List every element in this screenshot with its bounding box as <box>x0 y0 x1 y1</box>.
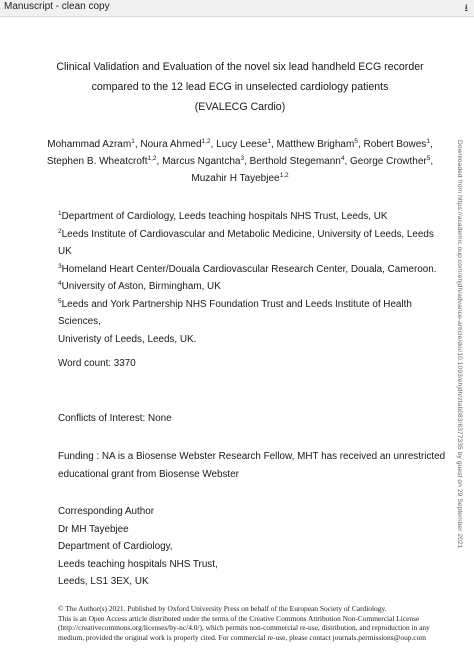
download-icon[interactable]: ⭳ <box>464 3 468 14</box>
author-name: Muzahir H Tayebjee <box>191 173 280 184</box>
author-line: Mohammad Azram$^1$, Noura Ahmed$^{1,2}$, Lucy Leese$^1$, Matthew Brigham$^5$, Robert Bowes$^1$, <box>47 138 433 150</box>
manuscript-label: Manuscript - clean copy <box>4 1 110 12</box>
affiliation-text: Univeristy of Leeds, Leeds, UK. <box>58 333 197 345</box>
word-count <box>58 355 136 373</box>
author-list <box>40 136 440 187</box>
affiliation-item <box>58 278 438 296</box>
affiliation-number: 3 <box>58 262 62 270</box>
footer-line: This is an Open Access article distributed under the terms of the Creative Commons Attribution Non-Commercial License <box>58 613 420 623</box>
affiliation-text: Department of Cardiology, Leeds teaching hospitals NHS Trust, Leeds, UK <box>61 211 388 222</box>
author-affiliation: 3 <box>240 155 245 162</box>
title-line: (EVALECG Cardio) <box>194 101 286 113</box>
affiliation-item <box>58 261 438 279</box>
paper-title <box>40 57 440 117</box>
affiliation-list <box>58 208 438 348</box>
author-line <box>40 170 440 187</box>
word-count-text: Word count: 3370 <box>58 358 136 369</box>
affiliation-text: University of Aston, Birmingham, UK <box>61 281 221 292</box>
author-name: George Crowther <box>350 156 427 167</box>
conflicts-of-interest <box>58 410 172 428</box>
download-watermark: Downloaded from https://academic.oup.com/ehjdh/advance-article/doi/10.1093/ehjdh/ztab083/6377335 by guest on 29 September 2021 <box>456 140 463 549</box>
corresponding-line: Leeds teaching hospitals NHS Trust, <box>58 558 218 570</box>
affiliation-item <box>58 296 438 331</box>
title-line: compared to the 12 lead ECG in unselected cardiology patients <box>91 81 389 93</box>
author-name: Noura Ahmed <box>140 139 202 150</box>
footer-line: medium, provided the original work is properly cited. For commercial re-use, please contact journals.permissions@oup.com <box>58 632 427 642</box>
conflicts-text: Conflicts of Interest: None <box>58 413 172 424</box>
author-name: Robert Bowes <box>363 139 427 150</box>
funding-line: Funding : NA is a Biosense Webster Research Fellow, MHT has received an unrestricted <box>58 451 446 462</box>
author-affiliation: 5 <box>354 138 358 145</box>
corresponding-author <box>58 503 218 591</box>
title-line: Clinical Validation and Evaluation of the novel six lead handheld ECG recorder <box>56 61 424 73</box>
affiliation-text: Leeds Institute of Cardiovascular and Metabolic Medicine, University of Leeds, Leeds UK <box>58 228 434 257</box>
author-name: Matthew Brigham <box>276 139 355 150</box>
affiliation-number: 5 <box>58 297 62 305</box>
author-name: Berthold Stegemann <box>249 156 341 167</box>
author-line: Stephen B. Wheatcroft$^{1,2}$, Marcus Ngantcha$^3$, Berthold Stegemann$^4$, George Crowther$^5$, <box>46 155 434 167</box>
affiliation-text: Homeland Heart Center/Douala Cardiovascular Research Center, Douala, Cameroon. <box>61 263 437 275</box>
affiliation-number: 4 <box>58 280 62 287</box>
corresponding-line: Dr MH Tayebjee <box>58 523 129 535</box>
copyright-footer <box>58 604 438 642</box>
author-name: Marcus Ngantcha <box>162 156 241 167</box>
footer-line: (http://creativecommons.org/licenses/by-nc/4.0/), which permits non-commercial re-use, distribution, and reproduction in any <box>58 623 430 633</box>
author-affiliation: 1,2 <box>147 155 157 162</box>
funding-line: educational grant from Biosense Webster <box>58 468 239 480</box>
author-name: Lucy Leese <box>216 139 268 150</box>
funding-statement <box>58 448 445 483</box>
author-affiliation: 1 <box>131 138 135 145</box>
corresponding-line: Department of Cardiology, <box>58 541 173 552</box>
affiliation-text: Leeds and York Partnership NHS Foundation Trust and Leeds Institute of Health Sciences, <box>58 298 412 327</box>
corresponding-line: Corresponding Author <box>58 506 155 517</box>
author-name: Mohammad Azram <box>47 139 132 150</box>
affiliation-number: 2 <box>58 227 62 235</box>
author-affiliation: 1,2 <box>201 138 211 145</box>
affiliation-number: 1 <box>58 210 62 217</box>
author-affiliation: 1 <box>426 138 430 145</box>
corresponding-line: Leeds, LS1 3EX, UK <box>58 576 149 587</box>
affiliation-item <box>58 226 438 261</box>
author-affiliation: 1,2 <box>279 172 289 179</box>
footer-line: © The Author(s) 2021. Published by Oxford University Press on behalf of the European Society of Cardiology. <box>58 604 387 613</box>
author-affiliation: 4 <box>340 155 345 162</box>
author-affiliation: 5 <box>426 155 431 162</box>
author-affiliation: 1 <box>267 138 271 145</box>
author-name: Stephen B. Wheatcroft <box>46 156 148 167</box>
header-bar <box>0 0 474 17</box>
affiliation-item <box>58 208 438 226</box>
